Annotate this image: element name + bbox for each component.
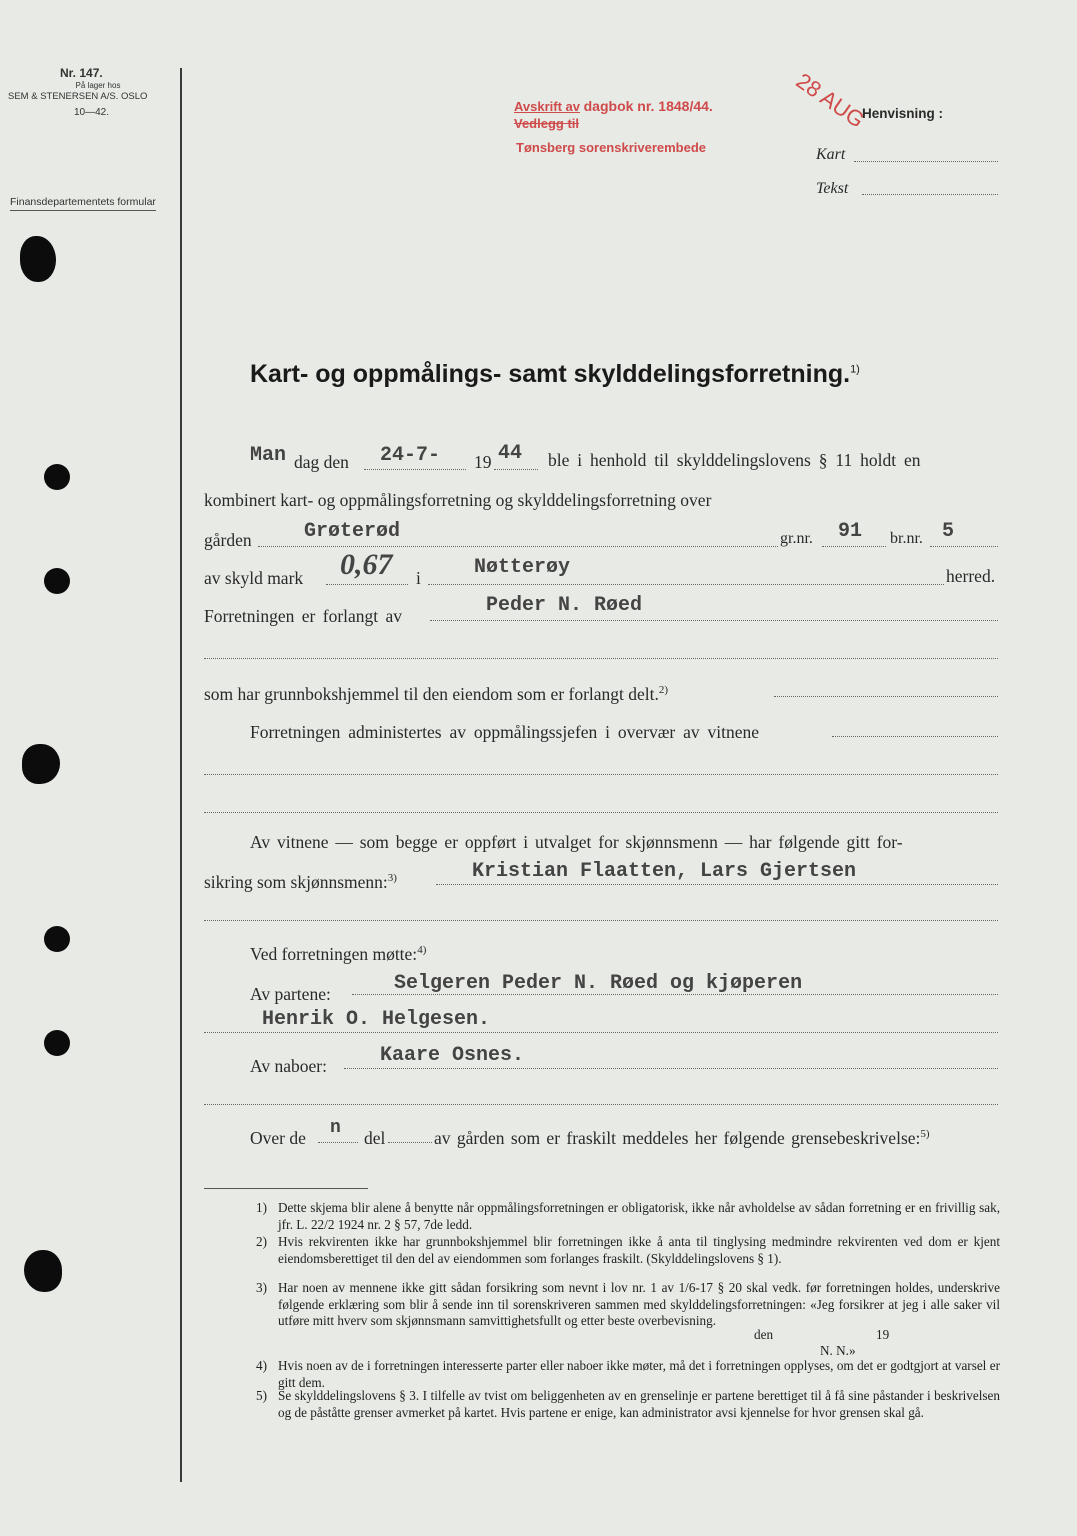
footnote-2 xyxy=(256,1234,1000,1267)
kart-label: Kart xyxy=(816,146,846,163)
title-note: 1) xyxy=(850,363,860,376)
grunnbok-line xyxy=(774,696,998,697)
publisher-line-2: SEM & STENERSEN A/S. OSLO xyxy=(8,91,148,102)
over-line xyxy=(318,1142,358,1143)
punch-hole xyxy=(44,1030,70,1056)
footnote-3-signature: N. N.» xyxy=(820,1343,856,1358)
naboer-label: Av naboer: xyxy=(250,1056,327,1076)
tekst-line xyxy=(862,194,998,195)
grnr-value: 91 xyxy=(838,520,863,543)
over-label: Over de xyxy=(250,1128,306,1148)
punch-hole xyxy=(22,744,60,784)
motte-note: 4) xyxy=(417,944,427,957)
vitner-note: 3) xyxy=(387,872,397,885)
del-line xyxy=(388,1142,432,1143)
vitner-line-1: Av vitnene — som begge er oppført i utvalget for skjønnsmenn — har følgende gitt for- xyxy=(250,832,903,852)
form-date: 10—42. xyxy=(74,106,110,118)
grnr-label: gr.nr. xyxy=(780,530,813,547)
blank-line xyxy=(204,1104,998,1105)
naboer-line xyxy=(344,1068,998,1069)
herred-label: herred. xyxy=(946,566,996,586)
partene-label: Av partene: xyxy=(250,984,331,1004)
brnr-line xyxy=(930,546,998,547)
left-margin xyxy=(8,66,168,119)
garden-label: gården xyxy=(204,530,252,550)
footnote-5 xyxy=(256,1388,1000,1421)
over-rest-text: av gården som er fraskilt meddeles her følgende grensebeskrivelse: xyxy=(434,1128,921,1148)
footnote-text: Hvis rekvirenten ikke har grunnbokshjemmel blir forretningen ikke å anta til tinglysing medmindre rekvirenten ved dom er kjent eiendomsberettiget til den del av eiendommen som forlanges fraskilt. (Skylddelingslovens § 1). xyxy=(278,1234,1000,1266)
partene-value-1: Selgeren Peder N. Røed og kjøperen xyxy=(394,972,803,995)
over-rest xyxy=(434,1128,930,1149)
skyld-label: av skyld mark xyxy=(204,568,304,588)
tekst-label: Tekst xyxy=(816,180,849,197)
footnote-text: Har noen av mennene ikke gitt sådan forsikring som nevnt i lov nr. 1 av 1/6-17 § 20 skal vedk. før forretningen holdes, underskrive følgende erklæring som blir å sende inn til sorenskriveren sammen med skylddelingsforretningen: «Jeg forsikrer at jeg i alle saker vil utføre mitt hverv som skjønnsmann samvittighetsfullt og etter beste overbevisning. xyxy=(278,1280,1000,1329)
weekday-value: Man xyxy=(250,444,287,467)
motte-label: Ved forretningen møtte: xyxy=(250,944,418,964)
administrert-text: Forretningen administertes av oppmålingssjefen i overvær av vitnene xyxy=(250,722,760,742)
skyld-value: 0,67 xyxy=(340,548,393,581)
reference-heading: Henvisning : xyxy=(862,106,944,121)
over-value: n xyxy=(330,1118,341,1138)
over-note: 5) xyxy=(920,1128,930,1141)
year-value: 44 xyxy=(498,442,523,465)
herred-line xyxy=(428,584,944,585)
footnote-3-year: 19 xyxy=(876,1327,890,1342)
form-source: Finansdepartementets formular xyxy=(10,196,156,211)
blank-line xyxy=(204,812,998,813)
stamp-line-3: Tønsberg sorenskriverembede xyxy=(516,140,707,155)
motte-text xyxy=(250,944,426,965)
partene-value-2: Henrik O. Helgesen. xyxy=(262,1008,491,1031)
vitner-value: Kristian Flaatten, Lars Gjertsen xyxy=(472,860,857,883)
vitner-line xyxy=(436,884,998,885)
vitner-line-2 xyxy=(204,872,397,893)
document-title xyxy=(250,360,860,389)
garden-line xyxy=(258,546,778,547)
i-label: i xyxy=(416,568,421,588)
margin-rule xyxy=(180,68,182,1482)
grunnbok-label: som har grunnbokshjemmel til den eiendom som er forlangt delt. xyxy=(204,684,659,704)
punch-hole xyxy=(44,568,70,594)
footnote-text: Dette skjema blir alene å benytte når oppmålingsforretningen er obligatorisk, ikke når avholdelse av sådan forretning er en frivillig sak, jfr. L. 22/2 1924 nr. 2 § 57, 7de ledd. xyxy=(278,1200,1000,1232)
brnr-value: 5 xyxy=(942,520,955,543)
naboer-value: Kaare Osnes. xyxy=(380,1044,525,1067)
footnote-1 xyxy=(256,1200,1000,1233)
form-number: Nr. 147. xyxy=(60,66,103,80)
footnote-text: Se skylddelingslovens § 3. I tilfelle av tvist om beliggenheten av en grenselinje er partene berettiget til å få sine påstander i beskrivelsen og de påståtte grenser avmerket på kartet. Hvis partene er enige, kan administrator avsi kjennelse for hvor grensen skal gå. xyxy=(278,1388,1000,1420)
footnote-number: 2) xyxy=(256,1234,267,1249)
brnr-label: br.nr. xyxy=(890,530,923,547)
partene-line-2 xyxy=(204,1032,998,1033)
punch-hole xyxy=(20,236,56,282)
footnote-number: 3) xyxy=(256,1280,267,1295)
blank-line xyxy=(204,658,998,659)
stamp-dagbok: dagbok nr. 1848/44. xyxy=(583,98,713,114)
year-prefix: 19 xyxy=(474,452,492,472)
stamp-line-1 xyxy=(514,98,713,114)
del-label: del xyxy=(364,1128,386,1148)
grunnbok-note: 2) xyxy=(658,684,669,697)
line1-rest: ble i henhold til skylddelingslovens § 11 holdt en xyxy=(548,450,921,470)
punch-hole xyxy=(44,926,70,952)
date-stamp: 28 AUG xyxy=(791,68,870,133)
kart-line xyxy=(854,161,998,162)
footnote-number: 1) xyxy=(256,1200,267,1215)
blank-line xyxy=(204,920,998,921)
footnote-number: 4) xyxy=(256,1358,267,1373)
footnote-number: 5) xyxy=(256,1388,267,1403)
stamp-avskrift: Avskrift av xyxy=(514,99,580,114)
dag-label: dag den xyxy=(294,452,349,472)
vitner-label: sikring som skjønnsmenn: xyxy=(204,872,388,892)
forlangt-value: Peder N. Røed xyxy=(486,594,643,617)
footnote-rule xyxy=(204,1188,368,1189)
year-line xyxy=(494,469,538,470)
date-value: 24-7- xyxy=(380,444,441,467)
blank-line xyxy=(204,774,998,775)
punch-hole xyxy=(24,1250,62,1292)
administrert-line xyxy=(832,736,998,737)
garden-value: Grøterød xyxy=(304,520,401,543)
date-line xyxy=(364,469,466,470)
footnote-4 xyxy=(256,1358,1000,1391)
grnr-line xyxy=(822,546,886,547)
punch-hole xyxy=(44,464,70,490)
stamp-line-2: Vedlegg til xyxy=(514,116,580,131)
forlangt-label: Forretningen er forlangt av xyxy=(204,606,403,626)
grunnbok-text xyxy=(204,684,668,705)
herred-value: Nøtterøy xyxy=(474,556,571,579)
footnote-text: Hvis noen av de i forretningen interesserte parter eller naboer ikke møter, må det i forretningen opplyses, om det er godtgjort at varsel er gitt dem. xyxy=(278,1358,1000,1390)
footnote-3 xyxy=(256,1280,1000,1330)
footnote-3-den: den xyxy=(754,1327,774,1342)
skyld-line xyxy=(326,584,408,585)
publisher-line-1: På lager hos xyxy=(75,81,121,90)
line2-text: kombinert kart- og oppmålingsforretning og skylddelingsforretning over xyxy=(204,490,712,510)
forlangt-line xyxy=(430,620,998,621)
title-text: Kart- og oppmålings- samt skylddelingsforretning. xyxy=(250,360,851,388)
